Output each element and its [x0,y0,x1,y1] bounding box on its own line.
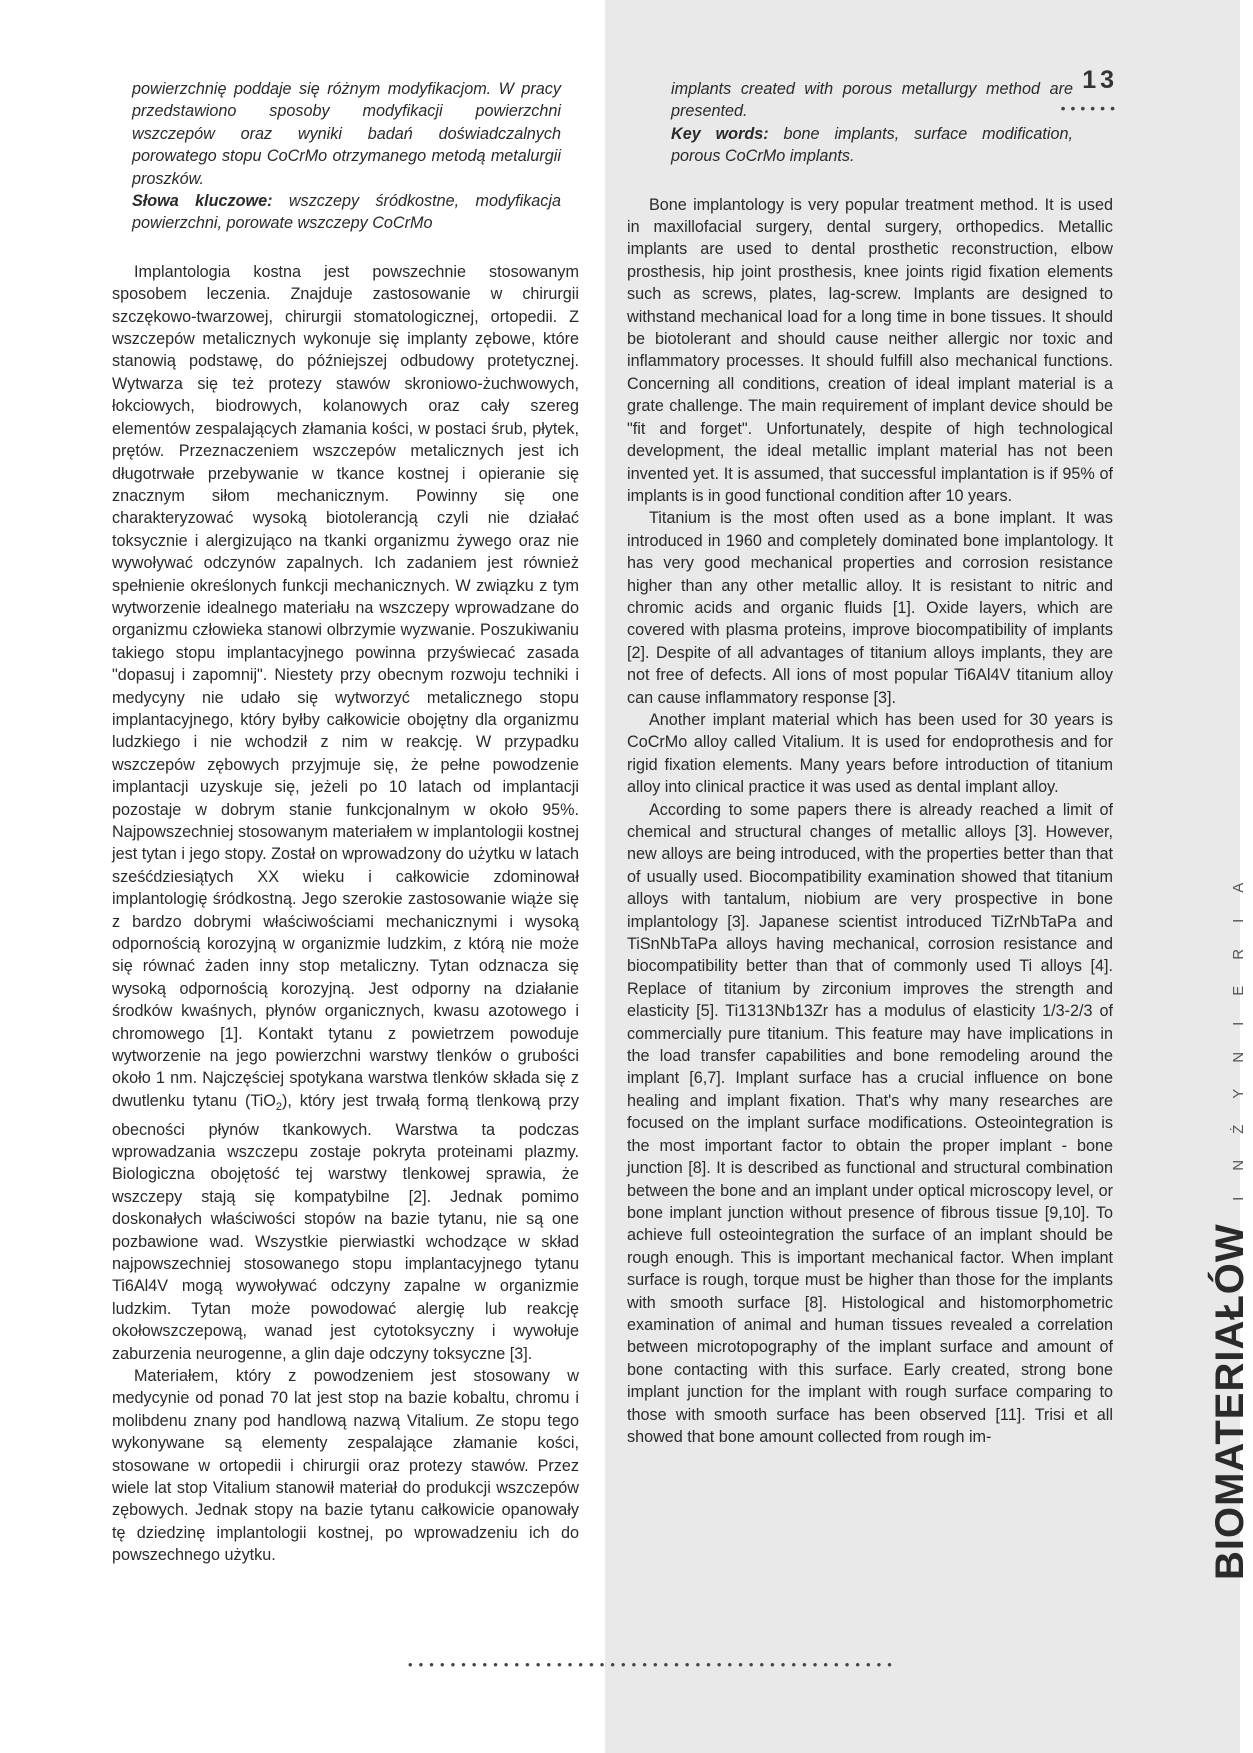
left-column [112,78,579,1567]
dots-bottom: •••••••••••••••••••••••••••••••••••••••••••••• [408,1657,898,1672]
keywords-en-label: Key words: [671,124,769,143]
paragraph-en-1: Bone implantology is very popular treatment method. It is used in maxillofacial surgery, dental surgery, orthopedics. Metallic implants are used to dental prosthetic reconstruction, elbow prosthesis, hip joint prosthesis, knee joints rigid fixation elements such as screws, plates, lag-screw. Implants are designed to withstand mechanical load for a long time in bone tissues. It should be biotolerant and should cause neither allergic nor toxic and inflammatory processes. It should fulfill also mechanical functions. Concerning all conditions, creation of ideal implant material is a grate challenge. The main requirement of implant device should be "fit and forget". Unfortunately, despite of high technological development, the ideal metallic implant material has not been invented yet. It is assumed, that successful implantation is if 95% of implants is in good functional condition after 10 years. [627,195,1113,505]
dots-top: •••••• [1060,100,1120,116]
keywords-pl-label: Słowa kluczowe: [132,192,273,211]
abstract-en-text: implants created with porous metallurgy method are presented. [671,80,1073,121]
keywords-en-text: bone implants, surface modification, porous CoCrMo implants. [671,124,1073,166]
page-number: 13 [1082,66,1118,94]
abstract-pl-text: powierzchnię poddaje się różnym modyfikacjom. W pracy przedstawiono sposoby modyfikacji powierzchni wszczepów oraz wyniki badań doświadczalnych porowatego stopu CoCrMo otrzymanego metodą metalurgii proszków. [132,80,561,188]
brand-main-text: BIOMATERIAŁÓW [1208,1223,1252,1580]
brand-sub-text: INŻYNIERIA [1230,856,1247,1201]
right-column [627,78,1113,1448]
subscript-2: 2 [275,1101,282,1114]
paragraph-pl-1 [112,261,579,1365]
paragraph-pl-1-tail: ), który jest trwałą formą tlenkową przy obecności płynów tkankowych. Warstwa ta podczas wprowadzania wszczepu zostaje pokryta proteinami plazmy. Biologiczna obojętość tej warstwy tlenkowej sprawia, że wszczepy stają się kompatybilne [2]. Jednak pomimo doskonałych właściwości stopów na bazie tytanu, nie są one pozbawione wad. Wszystkie pierwiastki wchodzące w skład najpowszechniej stosowanego stopu implantacyjnego tytanu Ti6Al4V mogą wywoływać odczyny zapalne w organizmie ludzkim. Tytan może powodować alergię lub reakcję okołowszczepową, wanad jest cytotoksyczny i wywołuje zaburzenia neurogenne, a glin daje odczyny toksyczne [3]. [112,1091,579,1363]
paragraph-pl-1-text: Implantologia kostna jest powszechnie stosowanym sposobem leczenia. Znajduje zastosowanie w chirurgii szczękowo-twarzowej, chirurgii stomatologicznej, ortopedii. Z wszczepów metalicznych wykonuje się implanty zębowe, które stanowią podstawę, do późniejszej odbudowy protetycznej. Wytwarza się też protezy stawów skroniowo-żuchwowych, łokciowych, biodrowych, kolanowych oraz cały szereg elementów zespalających złamania kości, w postaci śrub, płytek, prętów. Przeznaczeniem wszczepów metalicznych jest ich długotrwałe przebywanie w tkance kostnej i opieranie się znacznym siłom mechanicznym. Powinny się one charakteryzować wysoką biotolerancją czyli nie działać toksycznie i alergizująco na tkanki organizmu żywego oraz nie wywoływać odczynów zapalnych. Ich zadaniem jest również spełnienie określonych funkcji mechanicznych. W związku z tym wytworzenie idealnego materiału na wszczepy wprowadzane do organizmu człowieka stanowi olbrzymie wyzwanie. Poszukiwaniu takiego stopu implantacyjnego powinna przyświecać zasada "dopasuj i zapomnij". Niestety przy obecnym rozwoju techniki i medycyny nie udało się wytworzyć metalicznego stopu implantacyjnego, który byłby całkowicie obojętny dla organizmu ludzkiego i nie wchodził z nim w reakcję. W przypadku wszczepów zębowych przyjmuje się, że pełne powodzenie implantacji uzyskuje się, jeżeli po 10 latach od implantacji pozostaje w dobrym stanie funkcjonalnym w około 95%. Najpowszechniej stosowanym materiałem w implantologii kostnej jest tytan i jego stopy. Został on wprowadzony do użytku w latach sześćdziesiątych XX wieku i całkowicie zdominował implantologię śródkostną. Jego szerokie zastosowanie wiąże się z bardzo dobrymi właściwościami mechanicznymi i wysoką odpornością korozyjną w organizmie ludzkim, z którą nie może się równać żaden inny stop metaliczny. Tytan odznacza się wysoką odpornością korozyjną. Jest odporny na działanie środków kwaśnych, płynów organicznych, kwasu azotowego i chromowego [1]. Kontakt tytanu z powietrzem powoduje wytworzenie na jego powierzchni warstwy tlenków o grubości około 1 nm. Najczęściej spotykana warstwa tlenków składa się z dwutlenku tytanu (TiO [112,262,579,1110]
keywords-pl [132,190,561,235]
paragraph-en-3: Another implant material which has been used for 30 years is CoCrMo alloy called Vitalium. It is used for endoprothesis and for rigid fixation elements. Many years before introduction of titanium alloy into clinical practice it was used as dental implant alloy. [627,710,1113,797]
paragraph-en-4: According to some papers there is already reached a limit of chemical and structural changes of metallic alloys [3]. However, new alloys are being introduced, with the properties better than that of usually used. Biocompatibility examination showed that titanium alloys with tantalum, niobium are very prospective in bone implantology [3]. Japanese scientist introduced TiZrNbTaPa and TiSnNbTaPa alloys having mechanical, corrosion resistance and biocompatibility better than that of commonly used Ti alloys [4]. Replace of titanium by zirconium improves the strength and elasticity [5]. Ti1313Nb13Zr has a modulus of elasticity 1/3-2/3 of commercially pure titanium. This feature may have implications in the load transfer capabilities and bone remodeling around the implant [6,7]. Implant surface has a crucial influence on bone healing and implant fixation. That's why many researches are focused on the implant surface modifications. Osteointegration is the most important factor to obtain the proper implant - bone junction [8]. It is described as functional and structural combination between the bone and an implant under optical microscopy level, or bone implant junction without presence of fibrous tissue [9,10]. To achieve full osteointegration the surface of an implant should be rough enough. This is important mechanical factor. When implant surface is rough, torque must be higher than those for the implants with smooth surface [8]. Histological and histomorphometric examination of animal and human tissues revealed a correlation between microtopography of the implant surface and amount of bone contacting with this surface. Early created, strong bone implant junction for the implant with rough surface comparing to those with smooth surface has been observed [11]. Trisi et all showed that bone amount collected from rough im- [627,800,1113,1446]
keywords-pl-text: wszczepy śródkostne, modyfikacja powierzchni, porowate wszczepy CoCrMo [132,192,561,233]
abstract-pl [112,78,579,235]
paragraph-en-2: Titanium is the most often used as a bone implant. It was introduced in 1960 and completely dominated bone implantology. It has very good mechanical properties and corrosion resistance higher than any other metallic alloy. It is resistant to nitric and chromic acids and organic fluids [1]. Oxide layers, which are covered with plasma proteins, improve biocompatibility of implants [2]. Despite of all advantages of titanium alloys implants, they are not free of defects. All ions of most popular Ti6Al4V titanium alloy can cause inflammatory response [3]. [627,509,1113,707]
journal-brand [1208,857,1253,1580]
keywords-en [671,123,1073,168]
paragraph-pl-2: Materiałem, który z powodzeniem jest stosowany w medycynie od ponad 70 lat jest stop na bazie kobaltu, chromu i molibdenu znany pod handlową nazwą Vitalium. Ze stopu tego wykonywane są elementy zespalające złamanie kości, stosowane w ortopedii i chirurgii oraz protezy stawów. Przez wiele lat stop Vitalium stanowił materiał do produkcji wszczepów zębowych. Jednak stopy na bazie tytanu całkowicie opanowały tę dziedzinę implantologii kostnej, po wprowadzeniu ich do powszechnego użytku. [112,1366,579,1565]
abstract-en [627,78,1113,168]
